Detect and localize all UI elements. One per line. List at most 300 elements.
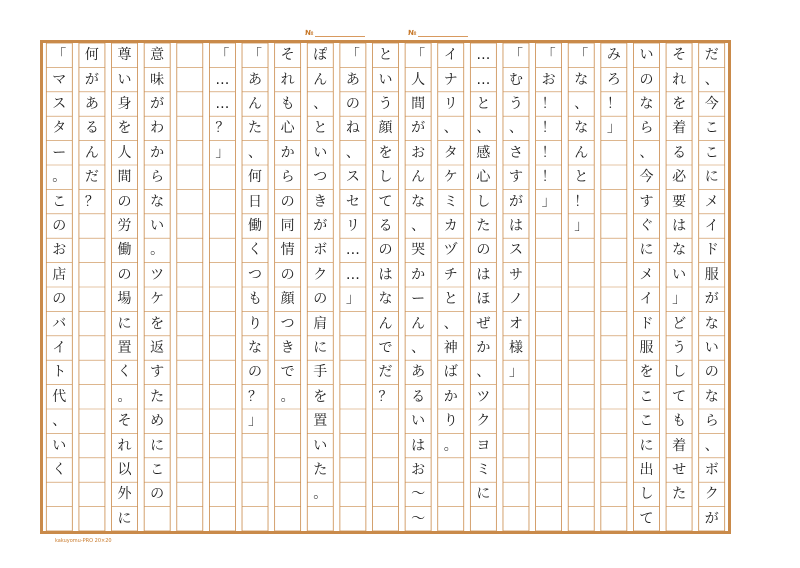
manuscript-char: 心 xyxy=(476,169,491,186)
manuscript-char: い xyxy=(639,47,654,64)
manuscript-char: 働 xyxy=(248,217,263,234)
manuscript-char: 」 xyxy=(672,291,687,308)
manuscript-char: ら xyxy=(150,169,165,186)
manuscript-char: と xyxy=(574,169,589,186)
manuscript-char: を xyxy=(639,364,654,381)
manuscript-char: い xyxy=(378,71,393,88)
manuscript-char: 、 xyxy=(52,413,67,430)
manuscript-char: こ xyxy=(639,388,654,405)
manuscript-char: い xyxy=(313,144,328,161)
manuscript-char: し xyxy=(476,193,491,210)
manuscript-char: あ xyxy=(248,71,263,88)
manuscript-char: せ xyxy=(672,461,687,478)
manuscript-char: 」 xyxy=(248,413,263,430)
manuscript-char: ！ xyxy=(541,95,556,112)
manuscript-char: リ xyxy=(345,217,360,234)
text-column xyxy=(242,43,268,531)
manuscript-char: る xyxy=(672,144,687,161)
manuscript-char: く xyxy=(117,364,132,381)
manuscript-char: 返 xyxy=(150,339,165,356)
manuscript-char: … xyxy=(345,266,360,283)
manuscript-char: イ xyxy=(443,47,458,64)
manuscript-char: う xyxy=(508,95,523,112)
manuscript-char: ボ xyxy=(313,242,328,259)
manuscript-char: に xyxy=(150,437,165,454)
manuscript-char: ら xyxy=(639,120,654,137)
manuscript-char: 、 xyxy=(574,95,589,112)
manuscript-char: は xyxy=(411,437,426,454)
text-column xyxy=(79,43,105,531)
manuscript-char: と xyxy=(313,120,328,137)
manuscript-char: 、 xyxy=(508,120,523,137)
manuscript-char: タ xyxy=(443,144,458,161)
manuscript-char: 」 xyxy=(508,364,523,381)
manuscript-char: ん xyxy=(248,95,263,112)
manuscript-char: 、 xyxy=(704,71,719,88)
manuscript-char: 今 xyxy=(639,169,654,186)
manuscript-char: ！ xyxy=(541,169,556,186)
manuscript-char: い xyxy=(313,437,328,454)
manuscript-char: ぜ xyxy=(476,315,491,332)
manuscript-char: リ xyxy=(443,95,458,112)
manuscript-char: オ xyxy=(508,315,523,332)
manuscript-char: さ xyxy=(508,144,523,161)
manuscript-char: が xyxy=(704,510,719,527)
manuscript-char: バ xyxy=(52,315,67,332)
text-column xyxy=(373,43,399,531)
manuscript-char: イ xyxy=(704,217,719,234)
manuscript-char: 置 xyxy=(117,339,132,356)
manuscript-char: セ xyxy=(345,193,360,210)
manuscript-char: 「 xyxy=(574,47,589,64)
manuscript-char: ボ xyxy=(704,461,719,478)
manuscript-char: あ xyxy=(84,95,99,112)
manuscript-char: は xyxy=(378,266,393,283)
manuscript-char: と xyxy=(378,47,393,64)
manuscript-char: 必 xyxy=(672,169,687,186)
manuscript-char: ！ xyxy=(541,144,556,161)
manuscript-char: の xyxy=(52,217,67,234)
manuscript-char: 外 xyxy=(117,486,132,503)
manuscript-char: に xyxy=(476,486,491,503)
manuscript-char: が xyxy=(313,217,328,234)
manuscript-char: れ xyxy=(280,71,295,88)
manuscript-char: お xyxy=(541,71,556,88)
manuscript-char: 「 xyxy=(248,47,263,64)
manuscript-char: だ xyxy=(704,47,719,64)
manuscript-char: 尊 xyxy=(117,47,132,64)
manuscript-char: な xyxy=(574,120,589,137)
manuscript-char: ん xyxy=(411,315,426,332)
text-column xyxy=(307,43,333,531)
manuscript-char: ん xyxy=(574,144,589,161)
manuscript-char: 」 xyxy=(541,193,556,210)
manuscript-char: が xyxy=(411,120,426,137)
manuscript-char: の xyxy=(639,71,654,88)
number-field-2 xyxy=(408,29,468,37)
manuscript-char: あ xyxy=(345,71,360,88)
manuscript-char: ん xyxy=(378,315,393,332)
manuscript-char: こ xyxy=(639,413,654,430)
manuscript-char: 以 xyxy=(117,461,132,478)
manuscript-char: め xyxy=(150,413,165,430)
manuscript-char: を xyxy=(313,388,328,405)
manuscript-char: う xyxy=(378,95,393,112)
number-blank xyxy=(315,30,365,37)
manuscript-char: り xyxy=(248,315,263,332)
manuscript-char: 店 xyxy=(52,266,67,283)
manuscript-char: 〜 xyxy=(411,486,426,503)
manuscript-char: 何 xyxy=(84,47,99,64)
manuscript-char: 」 xyxy=(574,217,589,234)
manuscript-char: 服 xyxy=(704,266,719,283)
manuscript-char: か xyxy=(443,388,458,405)
manuscript-char: 顔 xyxy=(280,291,295,308)
manuscript-char: わ xyxy=(150,120,165,137)
number-label: № xyxy=(408,29,417,37)
manuscript-char: の xyxy=(378,242,393,259)
manuscript-char: そ xyxy=(280,47,295,64)
manuscript-char: か xyxy=(411,266,426,283)
manuscript-char: に xyxy=(117,315,132,332)
manuscript-char: 同 xyxy=(280,217,295,234)
footer-label: kakuyomu-PRO 20×20 xyxy=(55,538,112,544)
manuscript-char: う xyxy=(672,339,687,356)
manuscript-char: き xyxy=(313,193,328,210)
manuscript-char: 労 xyxy=(117,217,132,234)
manuscript-char: ！ xyxy=(541,120,556,137)
text-column xyxy=(699,43,725,531)
manuscript-char: 情 xyxy=(280,242,295,259)
manuscript-char: 着 xyxy=(672,120,687,137)
manuscript-char: 要 xyxy=(672,193,687,210)
manuscript-char: れ xyxy=(117,437,132,454)
manuscript-char: カ xyxy=(443,217,458,234)
manuscript-char: ん xyxy=(313,71,328,88)
manuscript-char: が xyxy=(704,291,719,308)
manuscript-char: … xyxy=(215,95,230,112)
manuscript-char: ？ xyxy=(248,388,263,405)
manuscript-char: マ xyxy=(52,71,67,88)
manuscript-char: 着 xyxy=(672,437,687,454)
manuscript-char: な xyxy=(704,315,719,332)
manuscript-char: の xyxy=(150,486,165,503)
manuscript-char: の xyxy=(345,95,360,112)
number-blank xyxy=(418,30,468,37)
text-column xyxy=(112,43,138,531)
manuscript-char: ね xyxy=(345,120,360,137)
manuscript-char: イ xyxy=(52,339,67,356)
manuscript-char: こ xyxy=(150,461,165,478)
manuscript-char: こ xyxy=(704,144,719,161)
manuscript-char: き xyxy=(280,339,295,356)
manuscript-char: 。 xyxy=(150,242,165,259)
number-label: № xyxy=(305,29,314,37)
manuscript-char: 「 xyxy=(345,47,360,64)
manuscript-char: 心 xyxy=(280,120,295,137)
manuscript-char: こ xyxy=(704,120,719,137)
manuscript-char: な xyxy=(574,71,589,88)
manuscript-char: 、 xyxy=(411,339,426,356)
manuscript-char: 手 xyxy=(313,364,328,381)
manuscript-char: に xyxy=(639,242,654,259)
manuscript-char: た xyxy=(248,120,263,137)
manuscript-char: ツ xyxy=(150,266,165,283)
manuscript-char: て xyxy=(639,510,654,527)
manuscript-char: イ xyxy=(639,291,654,308)
manuscript-char: ー xyxy=(52,144,67,161)
manuscript-char: で xyxy=(280,364,295,381)
manuscript-char: し xyxy=(672,364,687,381)
text-column xyxy=(666,43,692,531)
manuscript-char: 代 xyxy=(52,388,67,405)
manuscript-char: 意 xyxy=(150,47,165,64)
manuscript-char: の xyxy=(313,291,328,308)
manuscript-char: す xyxy=(508,169,523,186)
manuscript-char: な xyxy=(672,242,687,259)
manuscript-char: に xyxy=(704,169,719,186)
manuscript-char: な xyxy=(378,291,393,308)
manuscript-char: 肩 xyxy=(313,315,328,332)
manuscript-char: 、 xyxy=(248,144,263,161)
manuscript-char: て xyxy=(672,388,687,405)
manuscript-char: い xyxy=(117,71,132,88)
manuscript-char: 顔 xyxy=(378,120,393,137)
manuscript-char: ミ xyxy=(476,461,491,478)
manuscript-char: は xyxy=(672,217,687,234)
manuscript-char: 人 xyxy=(411,71,426,88)
manuscript-char: ス xyxy=(345,169,360,186)
manuscript-char: ナ xyxy=(443,71,458,88)
text-column xyxy=(633,43,659,531)
manuscript-char: 感 xyxy=(476,144,491,161)
manuscript-char: る xyxy=(411,388,426,405)
manuscript-char: ド xyxy=(704,242,719,259)
manuscript-char: お xyxy=(411,461,426,478)
manuscript-char: と xyxy=(443,291,458,308)
manuscript-char: か xyxy=(280,144,295,161)
manuscript-char: ス xyxy=(52,95,67,112)
manuscript-char: つ xyxy=(313,169,328,186)
manuscript-char: お xyxy=(411,144,426,161)
manuscript-char: だ xyxy=(84,169,99,186)
manuscript-char: メ xyxy=(639,266,654,283)
manuscript-char: の xyxy=(280,266,295,283)
manuscript-char: 。 xyxy=(52,169,67,186)
manuscript-char: タ xyxy=(52,120,67,137)
manuscript-char: ス xyxy=(508,242,523,259)
manuscript-char: あ xyxy=(411,364,426,381)
manuscript-char: ヨ xyxy=(476,437,491,454)
manuscript-char: し xyxy=(378,169,393,186)
manuscript-char: い xyxy=(150,217,165,234)
manuscript-char: 。 xyxy=(313,486,328,503)
manuscript-char: ら xyxy=(704,413,719,430)
manuscript-char: 、 xyxy=(476,120,491,137)
manuscript-char: 、 xyxy=(411,217,426,234)
manuscript-char: て xyxy=(378,193,393,210)
manuscript-char: お xyxy=(52,242,67,259)
text-column xyxy=(470,43,496,531)
manuscript-char: 」 xyxy=(606,120,621,137)
manuscript-char: ぐ xyxy=(639,217,654,234)
manuscript-char: れ xyxy=(672,71,687,88)
manuscript-char: に xyxy=(639,437,654,454)
manuscript-char: 」 xyxy=(215,144,230,161)
manuscript-char: の xyxy=(117,193,132,210)
manuscript-char: つ xyxy=(248,266,263,283)
manuscript-char: は xyxy=(476,266,491,283)
manuscript-char: も xyxy=(280,95,295,112)
manuscript-char: 、 xyxy=(313,95,328,112)
manuscript-char: 。 xyxy=(117,388,132,405)
manuscript-char: の xyxy=(476,242,491,259)
manuscript-char: 間 xyxy=(411,95,426,112)
manuscript-char: の xyxy=(52,291,67,308)
manuscript-char: を xyxy=(150,315,165,332)
manuscript-char: こ xyxy=(52,193,67,210)
manuscript-char: み xyxy=(606,47,621,64)
manuscript-char: ツ xyxy=(476,388,491,405)
manuscript-char: 置 xyxy=(313,413,328,430)
manuscript-char: 、 xyxy=(443,120,458,137)
manuscript-char: む xyxy=(508,71,523,88)
manuscript-char: ん xyxy=(411,169,426,186)
manuscript-char: な xyxy=(704,388,719,405)
manuscript-char: と xyxy=(476,95,491,112)
manuscript-char: た xyxy=(313,461,328,478)
manuscript-char: が xyxy=(508,193,523,210)
manuscript-char: ヅ xyxy=(443,242,458,259)
text-column xyxy=(601,43,627,531)
manuscript-char: る xyxy=(378,217,393,234)
text-column xyxy=(536,43,562,531)
manuscript-char: の xyxy=(248,364,263,381)
manuscript-char: ろ xyxy=(606,71,621,88)
manuscript-char: 、 xyxy=(345,144,360,161)
text-column xyxy=(275,43,301,531)
manuscript-char: ー xyxy=(411,291,426,308)
text-column xyxy=(438,43,464,531)
manuscript-char: に xyxy=(117,510,132,527)
manuscript-char: メ xyxy=(704,193,719,210)
manuscript-char: ミ xyxy=(443,193,458,210)
manuscript-char: ！ xyxy=(606,95,621,112)
manuscript-char: ？ xyxy=(84,193,99,210)
manuscript-char: ？ xyxy=(215,120,230,137)
manuscript-char: 間 xyxy=(117,169,132,186)
manuscript-char: … xyxy=(345,242,360,259)
manuscript-char: 服 xyxy=(639,339,654,356)
manuscript-char: ん xyxy=(84,144,99,161)
text-column xyxy=(177,43,203,531)
manuscript-char: を xyxy=(117,120,132,137)
manuscript-char: 」 xyxy=(345,291,360,308)
manuscript-char: た xyxy=(476,217,491,234)
text-column xyxy=(340,43,366,531)
manuscript-char: く xyxy=(52,461,67,478)
manuscript-char: 何 xyxy=(248,169,263,186)
manuscript-char: 。 xyxy=(443,437,458,454)
manuscript-char: 身 xyxy=(117,95,132,112)
manuscript-char: す xyxy=(150,364,165,381)
manuscript-char: 「 xyxy=(411,47,426,64)
number-field-1 xyxy=(305,29,365,37)
manuscript-char: ケ xyxy=(150,291,165,308)
manuscript-char: な xyxy=(411,193,426,210)
manuscript-char: を xyxy=(378,144,393,161)
manuscript-char: い xyxy=(52,437,67,454)
manuscript-char: ド xyxy=(639,315,654,332)
manuscript-char: ク xyxy=(313,266,328,283)
manuscript-char: た xyxy=(150,388,165,405)
manuscript-char: 人 xyxy=(117,144,132,161)
manuscript-char: … xyxy=(476,71,491,88)
text-column xyxy=(568,43,594,531)
manuscript-char: 働 xyxy=(117,242,132,259)
manuscript-sheet xyxy=(40,40,731,534)
manuscript-char: を xyxy=(672,95,687,112)
manuscript-char: ノ xyxy=(508,291,523,308)
manuscript-char: 場 xyxy=(117,291,132,308)
manuscript-char: チ xyxy=(443,266,458,283)
manuscript-char: す xyxy=(639,193,654,210)
manuscript-char: 「 xyxy=(52,47,67,64)
manuscript-char: 味 xyxy=(150,71,165,88)
manuscript-char: が xyxy=(84,71,99,88)
text-column xyxy=(144,43,170,531)
manuscript-char: も xyxy=(672,413,687,430)
manuscript-char: が xyxy=(150,95,165,112)
manuscript-char: に xyxy=(313,339,328,356)
manuscript-char: だ xyxy=(378,364,393,381)
text-column xyxy=(503,43,529,531)
manuscript-char: 神 xyxy=(443,339,458,356)
manuscript-char: ？ xyxy=(378,388,393,405)
manuscript-char: か xyxy=(476,339,491,356)
manuscript-char: 「 xyxy=(541,47,556,64)
manuscript-char: 「 xyxy=(508,47,523,64)
manuscript-char: … xyxy=(476,47,491,64)
text-column xyxy=(405,43,431,531)
manuscript-char: な xyxy=(150,193,165,210)
manuscript-char: た xyxy=(672,486,687,503)
manuscript-char: ！ xyxy=(574,193,589,210)
manuscript-char: の xyxy=(117,266,132,283)
text-column xyxy=(46,43,72,531)
manuscript-char: は xyxy=(508,217,523,234)
manuscript-char: る xyxy=(84,120,99,137)
manuscript-char: ば xyxy=(443,364,458,381)
manuscript-char: 、 xyxy=(443,315,458,332)
manuscript-char: な xyxy=(248,339,263,356)
manuscript-char: ケ xyxy=(443,169,458,186)
manuscript-char: 。 xyxy=(280,388,295,405)
manuscript-char: の xyxy=(704,364,719,381)
manuscript-char: ど xyxy=(672,315,687,332)
manuscript-char: ク xyxy=(704,486,719,503)
manuscript-char: り xyxy=(443,413,458,430)
manuscript-char: し xyxy=(639,486,654,503)
manuscript-char: も xyxy=(248,291,263,308)
manuscript-char: の xyxy=(280,193,295,210)
manuscript-char: 今 xyxy=(704,95,719,112)
manuscript-char: そ xyxy=(672,47,687,64)
manuscript-char: い xyxy=(704,339,719,356)
manuscript-char: 、 xyxy=(476,364,491,381)
manuscript-char: 、 xyxy=(639,144,654,161)
manuscript-char: つ xyxy=(280,315,295,332)
